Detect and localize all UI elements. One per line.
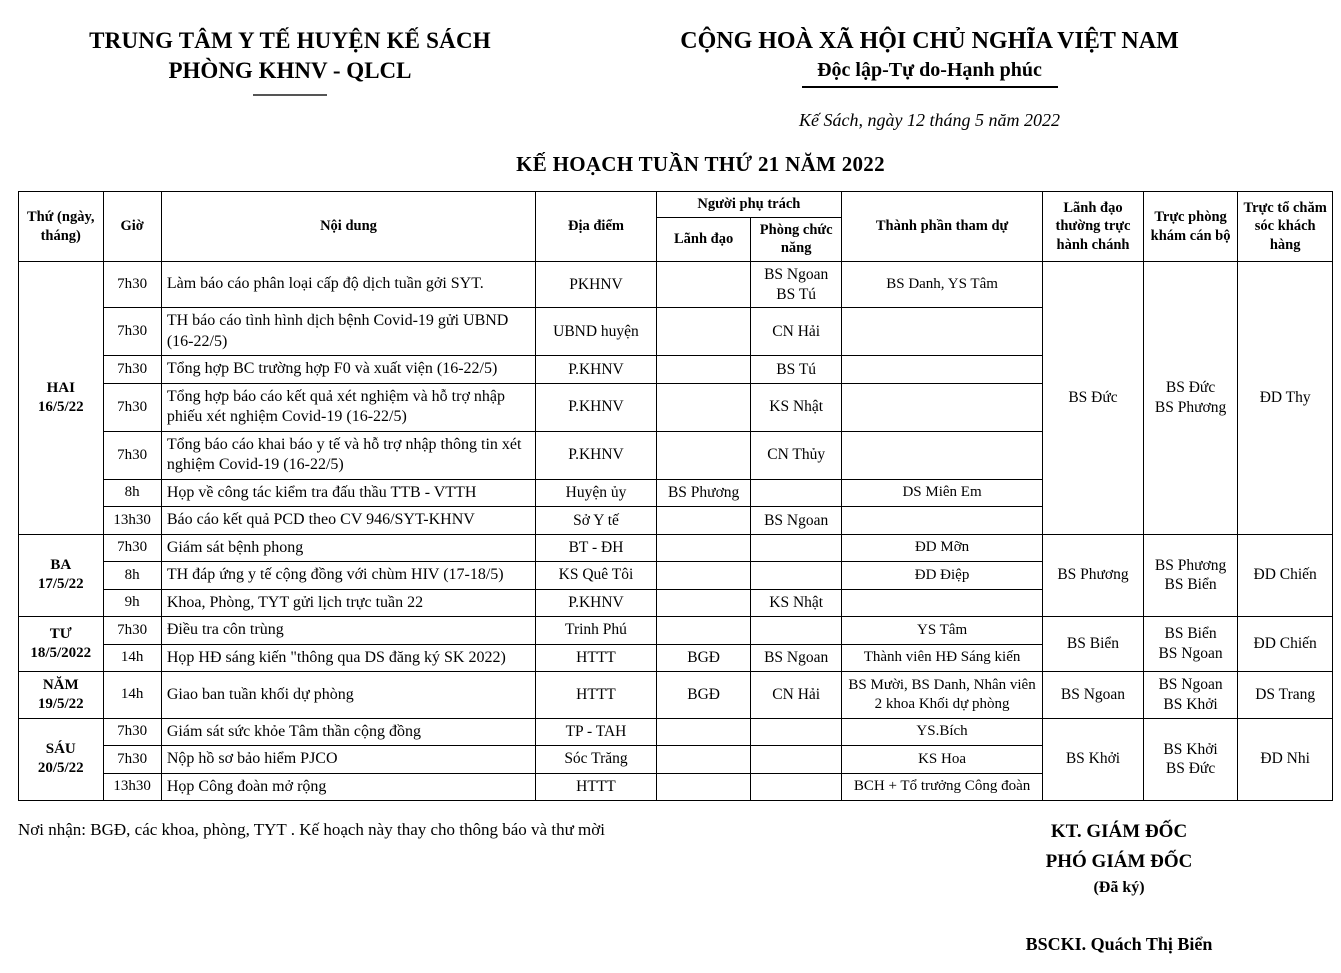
cell-attendees [841,507,1042,534]
organization-name: TRUNG TÂM Y TẾ HUYỆN KẾ SÁCH [89,28,491,53]
cell-time: 7h30 [103,308,161,356]
cell-content: Giám sát sức khỏe Tâm thần cộng đồng [161,718,535,745]
table-body [19,261,1333,800]
cell-incharge-leader [656,718,751,745]
cell-admin-duty: BS Biển [1043,617,1144,672]
cell-content: Tổng hợp BC trường hợp F0 và xuất viện (16-22/5) [161,356,535,383]
cell-incharge-dept: CN Hải [751,308,842,356]
cell-content: Làm báo cáo phân loại cấp độ dịch tuần gởi SYT. [161,261,535,308]
signer-role-line1: KT. GIÁM ĐỐC [1050,821,1188,843]
cell-place: P.KHNV [536,356,657,383]
cell-incharge-dept [751,718,842,745]
table-row [19,534,1333,561]
cell-care-duty: ĐD Nhi [1238,718,1333,800]
cell-place: UBND huyện [536,308,657,356]
cell-day: BA 17/5/22 [19,534,104,616]
cell-time: 13h30 [103,773,161,800]
cell-incharge-dept: CN Thủy [751,431,842,479]
cell-day: SÁU 20/5/22 [19,718,104,800]
cell-incharge-leader [656,589,751,616]
cell-incharge-dept [751,562,842,589]
place-and-date: Kế Sách, ngày 12 tháng 5 năm 2022 [799,110,1060,131]
cell-incharge-leader [656,356,751,383]
organization-block [0,26,560,96]
cell-content: Nộp hồ sơ bảo hiểm PJCO [161,746,535,773]
th-incharge-dept: Phòng chức năng [751,217,842,261]
th-content: Nội dung [161,192,535,262]
cell-clinic-duty: BS Khởi BS Đức [1143,718,1238,800]
cell-content: TH đáp ứng y tế cộng đồng với chùm HIV (17-18/5) [161,562,535,589]
motto-underline [802,86,1058,88]
th-incharge-group: Người phụ trách [656,192,841,218]
divider-rule [253,94,327,96]
table-header [19,192,1333,262]
cell-incharge-dept [751,773,842,800]
cell-incharge-leader [656,746,751,773]
cell-attendees: ĐD Mỡn [841,534,1042,561]
cell-care-duty: ĐD Chiến [1238,534,1333,616]
signer-role-line2: PHÓ GIÁM ĐỐC [1045,850,1193,872]
cell-incharge-leader [656,308,751,356]
cell-time: 7h30 [103,356,161,383]
cell-incharge-leader [656,534,751,561]
cell-attendees [841,431,1042,479]
th-day: Thứ (ngày, tháng) [19,192,104,262]
national-heading-block [560,26,1341,131]
th-clinic-duty: Trực phòng khám cán bộ [1143,192,1238,262]
cell-time: 7h30 [103,431,161,479]
cell-place: Huyện ủy [536,479,657,506]
cell-incharge-dept [751,746,842,773]
cell-time: 7h30 [103,617,161,644]
cell-day: TƯ 18/5/2022 [19,617,104,672]
cell-place: Sở Y tế [536,507,657,534]
cell-attendees: YS.Bích [841,718,1042,745]
cell-attendees: BCH + Tổ trưởng Công đoàn [841,773,1042,800]
cell-incharge-leader: BGĐ [656,644,751,671]
cell-attendees [841,308,1042,356]
cell-place: KS Quê Tôi [536,562,657,589]
cell-place: Sóc Trăng [536,746,657,773]
national-motto: Độc lập-Tự do-Hạnh phúc [817,59,1042,82]
table-row [19,617,1333,644]
cell-clinic-duty: BS Đức BS Phương [1143,261,1238,534]
cell-time: 7h30 [103,746,161,773]
cell-place: PKHNV [536,261,657,308]
cell-time: 14h [103,672,161,719]
cell-attendees: DS Miên Em [841,479,1042,506]
cell-incharge-dept: BS Tú [751,356,842,383]
cell-incharge-leader [656,617,751,644]
cell-care-duty: DS Trang [1238,672,1333,719]
document-footer [0,817,1341,955]
cell-time: 7h30 [103,383,161,431]
cell-clinic-duty: BS Ngoan BS Khởi [1143,672,1238,719]
cell-incharge-leader [656,507,751,534]
cell-incharge-leader: BGĐ [656,672,751,719]
th-care-duty: Trực tổ chăm sóc khách hàng [1238,192,1333,262]
cell-admin-duty: BS Phương [1043,534,1144,616]
cell-attendees [841,356,1042,383]
cell-content: Báo cáo kết quả PCD theo CV 946/SYT-KHNV [161,507,535,534]
cell-incharge-leader [656,562,751,589]
cell-incharge-leader [656,431,751,479]
country-name: CỘNG HOÀ XÃ HỘI CHỦ NGHĨA VIỆT NAM [680,28,1179,54]
cell-time: 14h [103,644,161,671]
th-incharge-leader: Lãnh đạo [656,217,751,261]
cell-care-duty: ĐD Thy [1238,261,1333,534]
cell-content: Giám sát bệnh phong [161,534,535,561]
cell-incharge-dept [751,479,842,506]
cell-incharge-leader [656,773,751,800]
cell-content: Họp HĐ sáng kiến "thông qua DS đăng ký SK 2022) [161,644,535,671]
cell-attendees [841,589,1042,616]
cell-place: HTTT [536,773,657,800]
cell-admin-duty: BS Khởi [1043,718,1144,800]
table-header-row-1 [19,192,1333,218]
cell-attendees: BS Mười, BS Danh, Nhân viên 2 khoa Khối dự phòng [841,672,1042,719]
signature-block [909,817,1329,955]
cell-time: 7h30 [103,534,161,561]
cell-clinic-duty: BS Biển BS Ngoan [1143,617,1238,672]
page-title: KẾ HOẠCH TUẦN THỨ 21 NĂM 2022 [516,152,885,177]
cell-clinic-duty: BS Phương BS Biển [1143,534,1238,616]
weekly-schedule-table [18,191,1333,801]
cell-admin-duty: BS Ngoan [1043,672,1144,719]
th-admin-duty: Lãnh đạo thường trực hành chánh [1043,192,1144,262]
cell-place: P.KHNV [536,589,657,616]
th-attendees: Thành phần tham dự [841,192,1042,262]
cell-incharge-dept: CN Hải [751,672,842,719]
cell-time: 7h30 [103,261,161,308]
cell-incharge-dept: BS Ngoan [751,644,842,671]
cell-place: HTTT [536,672,657,719]
cell-incharge-leader [656,383,751,431]
cell-attendees: BS Danh, YS Tâm [841,261,1042,308]
th-time: Giờ [103,192,161,262]
cell-content: Tổng hợp báo cáo kết quả xét nghiệm và hỗ trợ nhập phiếu xét nghiệm Covid-19 (16-22/5) [161,383,535,431]
document-header [0,0,1341,131]
cell-place: P.KHNV [536,431,657,479]
cell-place: Trinh Phú [536,617,657,644]
cell-content: Họp về công tác kiểm tra đấu thầu TTB - VTTH [161,479,535,506]
cell-place: TP - TAH [536,718,657,745]
cell-incharge-dept: KS Nhật [751,589,842,616]
cell-time: 13h30 [103,507,161,534]
cell-time: 8h [103,479,161,506]
cell-incharge-leader [656,261,751,308]
cell-content: Giao ban tuần khối dự phòng [161,672,535,719]
cell-attendees [841,383,1042,431]
cell-time: 9h [103,589,161,616]
table-row [19,672,1333,719]
cell-place: HTTT [536,644,657,671]
cell-day: HAI 16/5/22 [19,261,104,534]
schedule-table-wrapper [0,191,1341,801]
cell-incharge-dept: KS Nhật [751,383,842,431]
cell-incharge-leader: BS Phương [656,479,751,506]
cell-content: Điều tra côn trùng [161,617,535,644]
cell-content: TH báo cáo tình hình dịch bệnh Covid-19 gửi UBND (16-22/5) [161,308,535,356]
th-place: Địa điểm [536,192,657,262]
cell-admin-duty: BS Đức [1043,261,1144,534]
cell-place: P.KHNV [536,383,657,431]
signer-name: BSCKI. Quách Thị Biển [1025,933,1213,954]
cell-time: 7h30 [103,718,161,745]
department-name: PHÒNG KHNV - QLCL [168,58,412,84]
cell-day: NĂM 19/5/22 [19,672,104,719]
cell-time: 8h [103,562,161,589]
cell-content: Họp Công đoàn mở rộng [161,773,535,800]
cell-content: Tổng báo cáo khai báo y tế và hỗ trợ nhập thông tin xét nghiệm Covid-19 (16-22/5) [161,431,535,479]
table-row [19,261,1333,308]
cell-attendees: YS Tâm [841,617,1042,644]
recipients-note: Nơi nhận: BGĐ, các khoa, phòng, TYT . Kế hoạch này thay cho thông báo và thư mời [18,820,605,840]
cell-attendees: Thành viên HĐ Sáng kiến [841,644,1042,671]
signed-note: (Đã ký) [1093,878,1145,896]
cell-incharge-dept [751,617,842,644]
cell-incharge-dept: BS Ngoan BS Tú [751,261,842,308]
cell-incharge-dept [751,534,842,561]
cell-care-duty: ĐD Chiến [1238,617,1333,672]
cell-place: BT - ĐH [536,534,657,561]
cell-attendees: ĐD Điệp [841,562,1042,589]
cell-attendees: KS Hoa [841,746,1042,773]
cell-content: Khoa, Phòng, TYT gửi lịch trực tuần 22 [161,589,535,616]
cell-incharge-dept: BS Ngoan [751,507,842,534]
table-row [19,718,1333,745]
